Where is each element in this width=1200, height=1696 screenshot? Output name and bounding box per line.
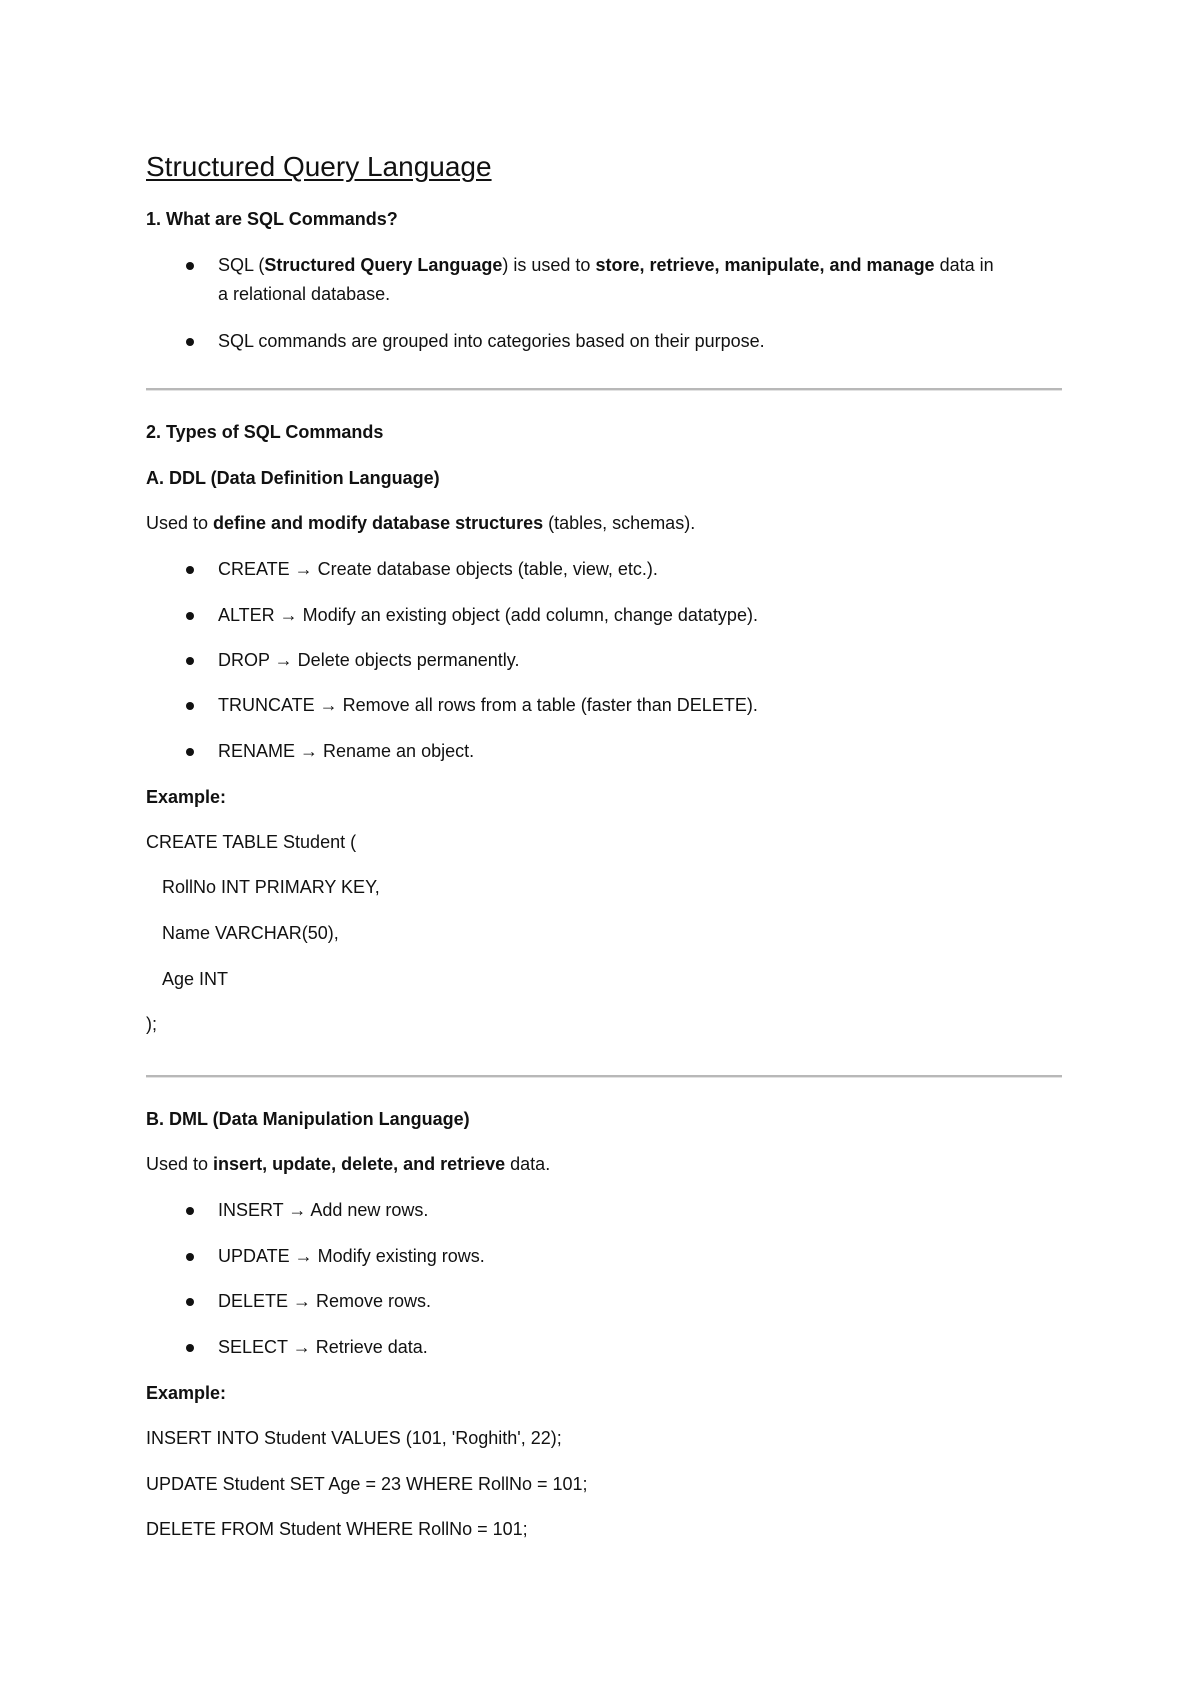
- dml-code-line: DELETE FROM Student WHERE RollNo = 101;: [146, 1519, 528, 1539]
- ddl-code-line: );: [146, 1014, 157, 1034]
- bullet-dot: [186, 338, 194, 346]
- bullet-dot: [186, 262, 194, 270]
- dml-example-label: Example:: [146, 1383, 227, 1403]
- bullet-dot: [186, 702, 194, 710]
- section-1-heading: 1. What are SQL Commands?: [146, 209, 398, 229]
- sql-definition-line-2: a relational database.: [218, 284, 391, 304]
- dml-item-update: UPDATE → Modify existing rows.: [218, 1246, 485, 1266]
- horizontal-rule: [146, 388, 1062, 391]
- dml-code-line: INSERT INTO Student VALUES (101, 'Roghith', 22);: [146, 1428, 562, 1448]
- ddl-heading: A. DDL (Data Definition Language): [146, 468, 440, 488]
- dml-item-insert: INSERT → Add new rows.: [218, 1200, 429, 1220]
- bullet-dot: [186, 566, 194, 574]
- dml-heading: B. DML (Data Manipulation Language): [146, 1109, 470, 1129]
- bullet-dot: [186, 1298, 194, 1306]
- ddl-code-line: Age INT: [162, 969, 229, 989]
- dml-description: Used to insert, update, delete, and retrieve data.: [146, 1154, 551, 1174]
- ddl-item-drop: DROP → Delete objects permanently.: [218, 650, 520, 670]
- ddl-item-truncate: TRUNCATE → Remove all rows from a table (faster than DELETE).: [218, 695, 758, 715]
- sql-grouping-bullet: SQL commands are grouped into categories based on their purpose.: [218, 331, 765, 351]
- ddl-item-alter: ALTER → Modify an existing object (add column, change datatype).: [218, 605, 758, 625]
- dml-item-select: SELECT → Retrieve data.: [218, 1337, 428, 1357]
- ddl-code-line: Name VARCHAR(50),: [162, 923, 339, 943]
- bullet-dot: [186, 1344, 194, 1352]
- ddl-description: Used to define and modify database structures (tables, schemas).: [146, 513, 696, 533]
- page-title: Structured Query Language: [146, 151, 492, 182]
- sql-definition-line-1: SQL (Structured Query Language) is used to store, retrieve, manipulate, and manage data in: [218, 255, 994, 275]
- bullet-dot: [186, 657, 194, 665]
- bullet-dot: [186, 1207, 194, 1215]
- bullet-dot: [186, 1253, 194, 1261]
- bullet-dot: [186, 748, 194, 756]
- section-2-heading: 2. Types of SQL Commands: [146, 422, 384, 442]
- bullet-dot: [186, 612, 194, 620]
- dml-item-delete: DELETE → Remove rows.: [218, 1291, 432, 1311]
- ddl-code-line: CREATE TABLE Student (: [146, 832, 357, 852]
- ddl-example-label: Example:: [146, 787, 227, 807]
- ddl-item-create: CREATE → Create database objects (table, view, etc.).: [218, 559, 658, 579]
- ddl-code-line: RollNo INT PRIMARY KEY,: [162, 877, 380, 897]
- ddl-item-rename: RENAME → Rename an object.: [218, 741, 475, 761]
- dml-code-line: UPDATE Student SET Age = 23 WHERE RollNo = 101;: [146, 1474, 588, 1494]
- horizontal-rule: [146, 1075, 1062, 1078]
